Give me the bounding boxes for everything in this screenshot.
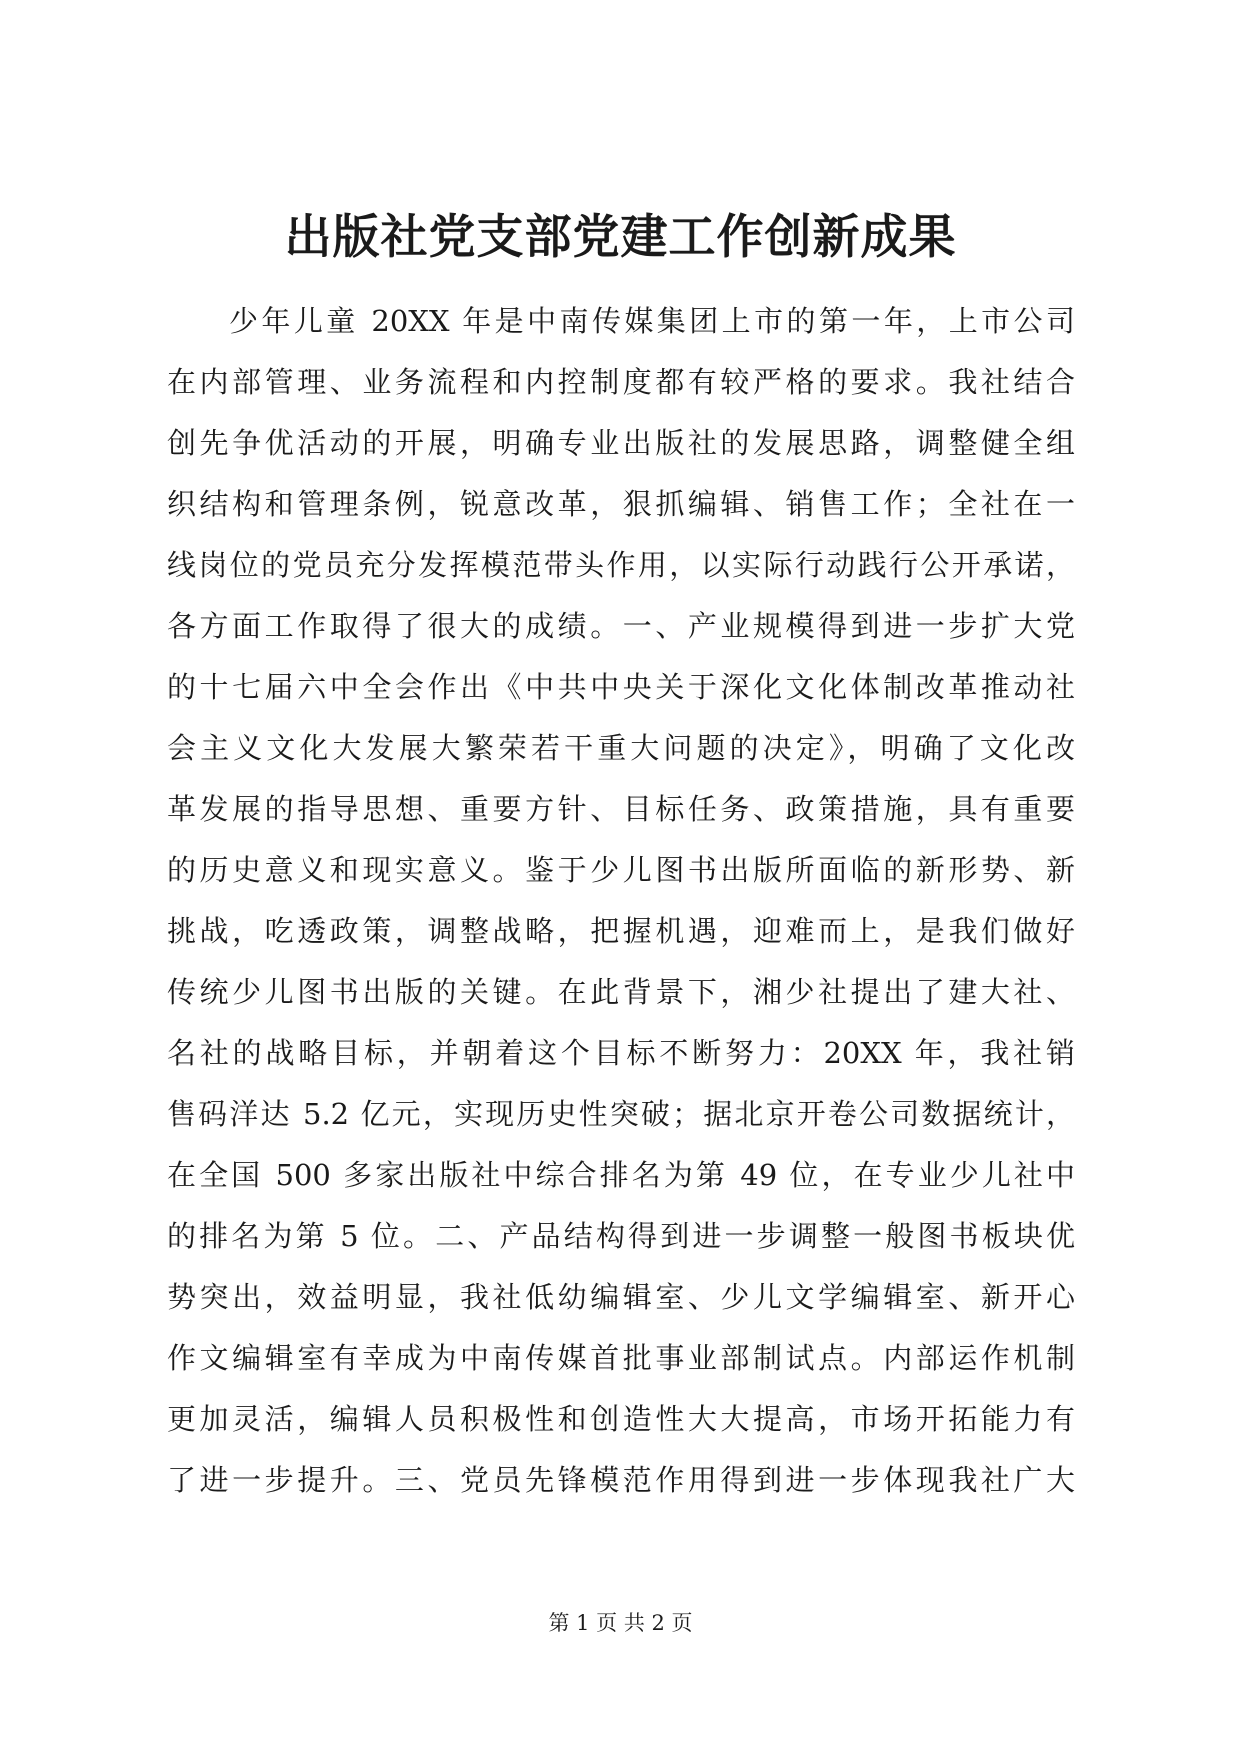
body-line: 会主义文化大发展大繁荣若干重大问题的决定》，明确了文化改 — [167, 731, 1075, 765]
body-line: 革发展的指导思想、重要方针、目标任务、政策措施，具有重要 — [167, 792, 1075, 826]
body-line: 传统少儿图书出版的关键。在此背景下，湘少社提出了建大社、 — [167, 975, 1075, 1009]
body-line: 更加灵活，编辑人员积极性和创造性大大提高，市场开拓能力有 — [167, 1402, 1075, 1436]
body-line: 了进一步提升。三、党员先锋模范作用得到进一步体现我社广大 — [167, 1463, 1075, 1497]
body-line: 的历史意义和现实意义。鉴于少儿图书出版所面临的新形势、新 — [167, 853, 1075, 887]
body-line: 作文编辑室有幸成为中南传媒首批事业部制试点。内部运作机制 — [167, 1341, 1075, 1375]
body-line: 势突出，效益明显，我社低幼编辑室、少儿文学编辑室、新开心 — [167, 1280, 1075, 1314]
body-line: 的十七届六中全会作出《中共中央关于深化文化体制改革推动社 — [167, 670, 1075, 704]
body-line: 在内部管理、业务流程和内控制度都有较严格的要求。我社结合 — [167, 365, 1075, 399]
body-line: 织结构和管理条例，锐意改革，狠抓编辑、销售工作；全社在一 — [167, 487, 1075, 521]
document-body — [167, 291, 1075, 1511]
document-title: 出版社党支部党建工作创新成果 — [284, 210, 957, 265]
body-line: 的排名为第 5 位。二、产品结构得到进一步调整一般图书板块优 — [167, 1219, 1075, 1253]
page-footer: 第 1 页 共 2 页 — [548, 1611, 693, 1635]
body-line: 在全国 500 多家出版社中综合排名为第 49 位，在专业少儿社中 — [167, 1158, 1075, 1192]
body-line: 各方面工作取得了很大的成绩。一、产业规模得到进一步扩大党 — [167, 609, 1075, 643]
body-line: 线岗位的党员充分发挥模范带头作用，以实际行动践行公开承诺， — [167, 548, 1075, 582]
body-line: 挑战，吃透政策，调整战略，把握机遇，迎难而上，是我们做好 — [167, 914, 1075, 948]
body-line: 创先争优活动的开展，明确专业出版社的发展思路，调整健全组 — [167, 426, 1075, 460]
body-line: 少年儿童 20XX 年是中南传媒集团上市的第一年，上市公司 — [229, 304, 1075, 338]
body-line: 售码洋达 5.2 亿元，实现历史性突破；据北京开卷公司数据统计， — [167, 1097, 1075, 1131]
body-line: 名社的战略目标，并朝着这个目标不断努力：20XX 年，我社销 — [167, 1036, 1075, 1070]
